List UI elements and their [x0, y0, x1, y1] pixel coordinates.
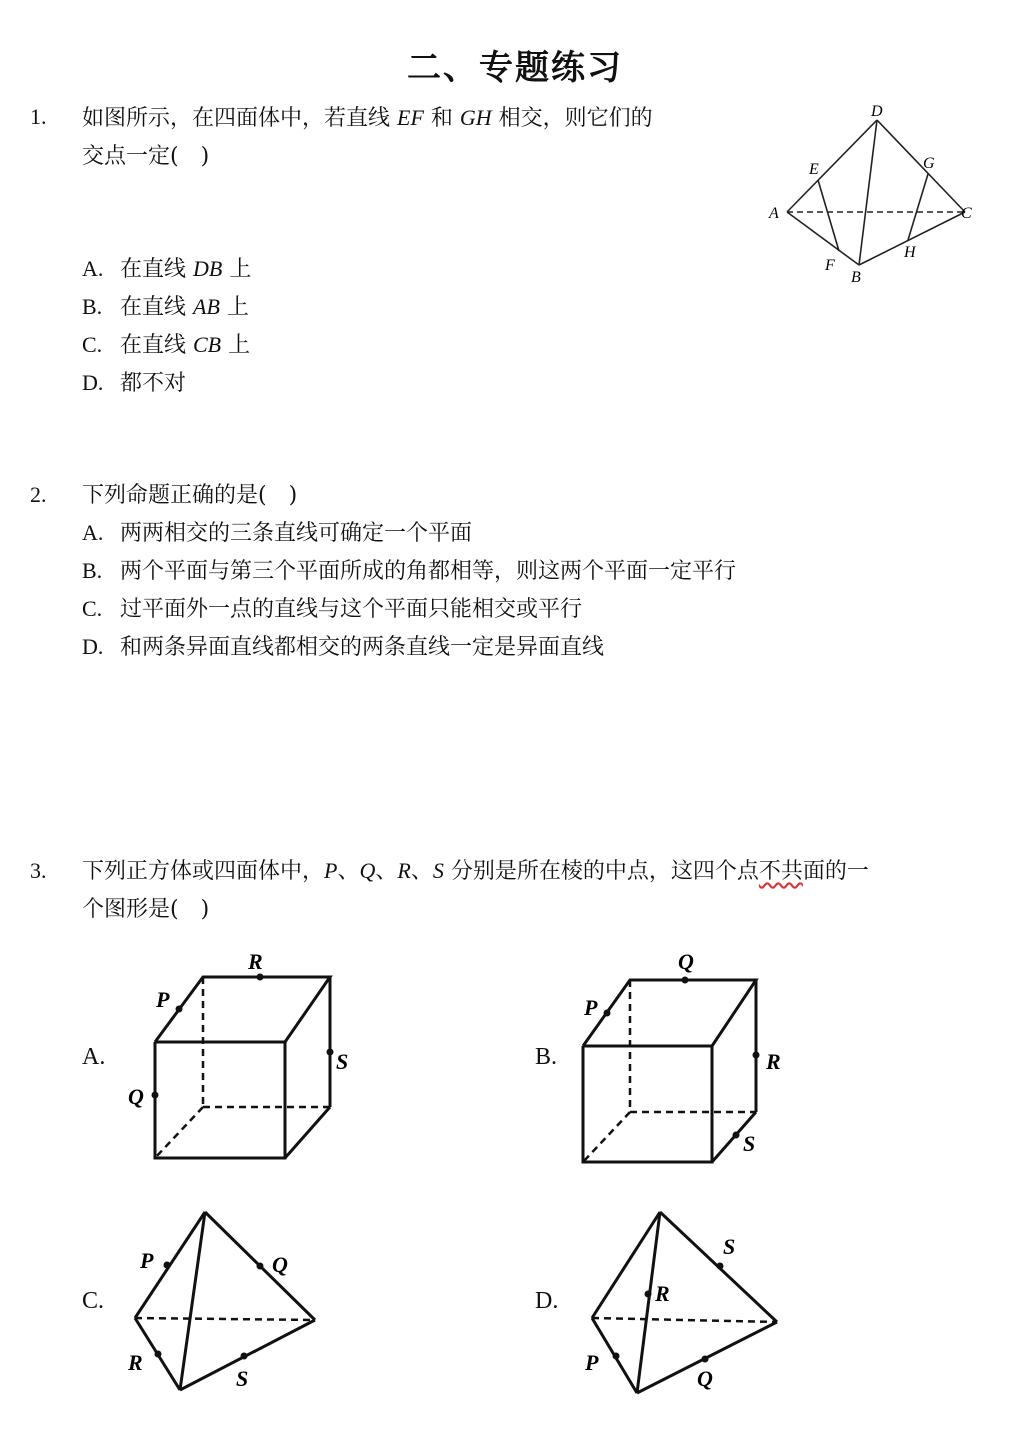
- q3-sep: 、: [337, 859, 360, 884]
- q3-text-part: 下列正方体或四面体中，: [82, 859, 325, 884]
- q1-text-part: 如图所示，在四面体中，若直线: [82, 106, 397, 131]
- point-r: R: [766, 1049, 781, 1074]
- question-1-options: [82, 250, 251, 402]
- var-gh: GH: [459, 105, 492, 130]
- page-title: 二、专题练习: [407, 48, 623, 88]
- label-b: B: [851, 269, 861, 286]
- q3-figure-b-cube: [570, 945, 820, 1170]
- option-var: AB: [193, 294, 220, 319]
- point-s: S: [723, 1234, 736, 1259]
- option-text: 两两相交的三条直线可确定一个平面: [120, 521, 473, 546]
- label-e: E: [809, 161, 819, 178]
- question-2-number: 2.: [30, 482, 47, 507]
- point-r: R: [248, 949, 263, 974]
- q3-figure-label-a[interactable]: A.: [82, 1044, 106, 1070]
- q3-text-line2: 个图形是( ): [82, 897, 210, 922]
- option-text: 在直线: [120, 257, 193, 282]
- label-h: H: [904, 244, 916, 261]
- q3-figure-d-tetrahedron: [575, 1200, 795, 1410]
- option-label: D.: [82, 370, 104, 395]
- question-2-options: [82, 514, 736, 666]
- q1-text-part: 和: [423, 106, 460, 131]
- point-q: Q: [678, 949, 694, 974]
- label-f: F: [825, 257, 835, 274]
- option-text: 都不对: [120, 371, 187, 396]
- option-text: 和两条异面直线都相交的两条直线一定是异面直线: [120, 635, 605, 660]
- q1-option-a[interactable]: [82, 250, 251, 288]
- point-p: P: [584, 995, 598, 1020]
- option-label: B.: [82, 294, 103, 319]
- option-text: 上: [219, 295, 249, 320]
- point-q: Q: [128, 1084, 144, 1109]
- q2-option-c[interactable]: [82, 590, 736, 628]
- point-s: S: [743, 1131, 756, 1156]
- q1-text-part: 相交，则它们的: [491, 106, 653, 131]
- option-label: D.: [82, 634, 104, 659]
- option-text: 上: [222, 257, 252, 282]
- point-s: S: [336, 1049, 349, 1074]
- q3-text-part: 面的一: [802, 859, 869, 884]
- q2-option-a[interactable]: [82, 514, 736, 552]
- q3-text-part: 分别是所在棱的中点，这四个点: [443, 859, 759, 884]
- q3-sep: 、: [375, 859, 398, 884]
- var-r: R: [397, 858, 411, 883]
- question-1-number: 1.: [30, 104, 47, 129]
- var-q: Q: [359, 858, 376, 883]
- point-p: P: [140, 1248, 154, 1273]
- option-label: A.: [82, 520, 104, 545]
- var-p: P: [324, 858, 338, 883]
- q1-text-line2: 交点一定( ): [82, 144, 210, 169]
- label-a: A: [769, 205, 779, 222]
- q3-figure-label-b[interactable]: B.: [535, 1044, 558, 1070]
- point-p: P: [585, 1350, 599, 1375]
- label-d: D: [871, 103, 883, 120]
- q1-tetrahedron-figure: [765, 100, 980, 290]
- var-ef: EF: [397, 105, 424, 130]
- question-3-number: 3.: [30, 858, 47, 883]
- var-s: S: [432, 858, 444, 883]
- option-text: 在直线: [120, 333, 193, 358]
- question-3-text: [82, 852, 1002, 929]
- point-s: S: [236, 1366, 249, 1391]
- option-label: B.: [82, 558, 103, 583]
- q3-figure-label-d[interactable]: D.: [535, 1288, 559, 1314]
- option-text: 在直线: [120, 295, 193, 320]
- point-p: P: [156, 987, 170, 1012]
- point-q: Q: [272, 1252, 288, 1277]
- question-1-text: [82, 99, 762, 176]
- option-var: CB: [193, 332, 222, 357]
- label-g: G: [923, 155, 935, 172]
- label-c: C: [961, 205, 972, 222]
- q1-option-c[interactable]: [82, 326, 251, 364]
- q3-figure-label-c[interactable]: C.: [82, 1288, 105, 1314]
- option-label: C.: [82, 596, 103, 621]
- option-text: 过平面外一点的直线与这个平面只能相交或平行: [120, 597, 583, 622]
- point-r: R: [128, 1350, 143, 1375]
- option-label: C.: [82, 332, 103, 357]
- option-text: 上: [221, 333, 251, 358]
- q3-sep: 、: [410, 859, 433, 884]
- option-var: DB: [193, 256, 223, 281]
- q3-figure-c-tetrahedron: [120, 1200, 340, 1410]
- option-text: 两个平面与第三个平面所成的角都相等，则这两个平面一定平行: [120, 559, 737, 584]
- question-2-text: 下列命题正确的是( ): [82, 483, 298, 508]
- q3-spellcheck-underline: 不共: [758, 859, 803, 884]
- q1-option-b[interactable]: [82, 288, 251, 326]
- q2-option-b[interactable]: [82, 552, 736, 590]
- q2-option-d[interactable]: [82, 628, 736, 666]
- point-q: Q: [697, 1366, 713, 1391]
- q3-figure-a-cube: [120, 945, 370, 1170]
- point-r: R: [655, 1281, 670, 1306]
- q1-option-d[interactable]: [82, 364, 251, 402]
- option-label: A.: [82, 256, 104, 281]
